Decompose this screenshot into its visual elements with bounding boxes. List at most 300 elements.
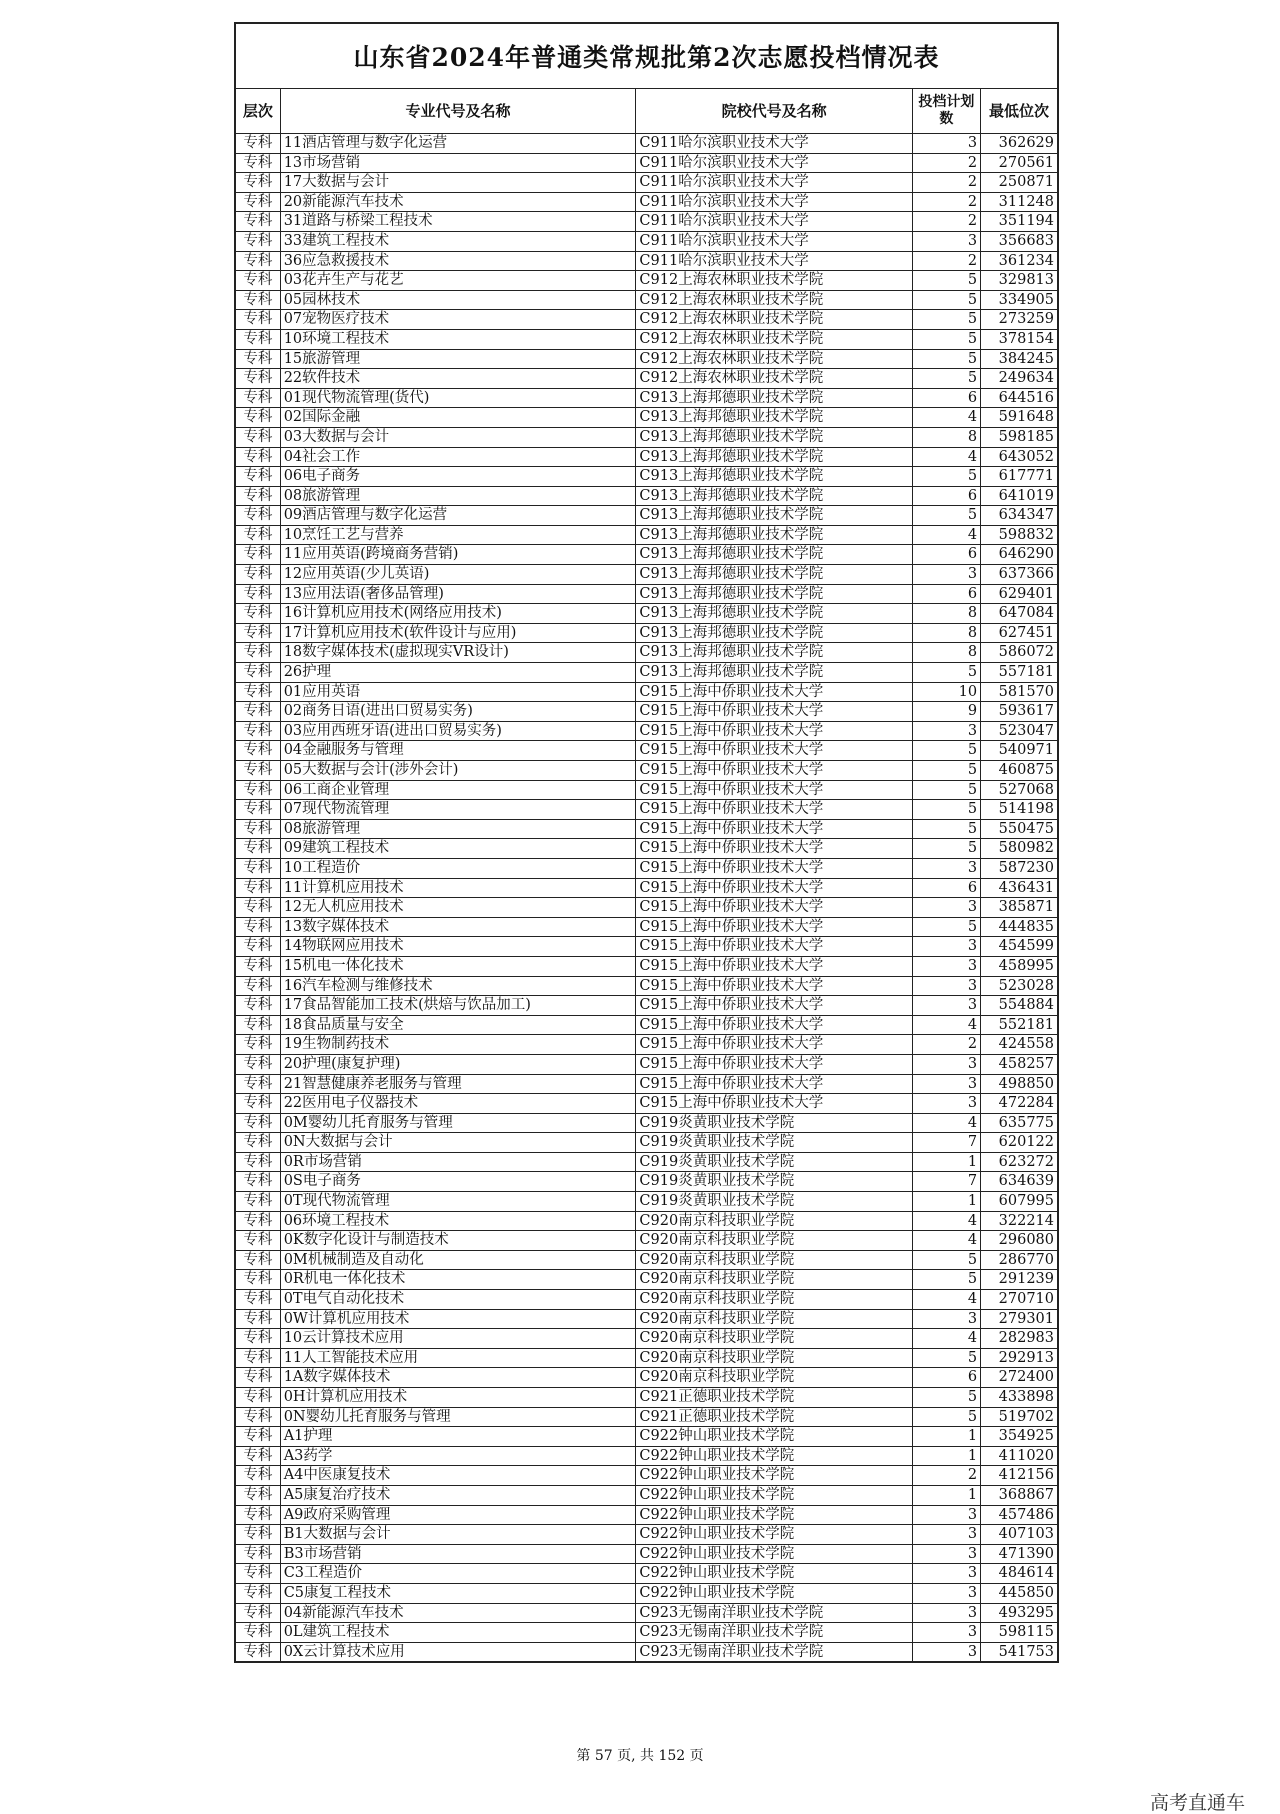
table-row — [236, 858, 1057, 878]
rank-cell: 356683 — [981, 231, 1057, 251]
school-cell: C915上海中侨职业技术大学 — [636, 996, 912, 1016]
table-row — [236, 153, 1057, 173]
plan-cell: 2 — [912, 173, 980, 193]
table-row — [236, 721, 1057, 741]
major-cell: 13应用法语(奢侈品管理) — [280, 584, 636, 604]
rank-cell: 270561 — [981, 153, 1057, 173]
major-cell: 0M婴幼儿托育服务与管理 — [280, 1113, 636, 1133]
level-cell: 专科 — [236, 1192, 280, 1212]
school-cell: C922钟山职业技术学院 — [636, 1427, 912, 1447]
rank-cell: 523028 — [981, 976, 1057, 996]
rank-cell: 523047 — [981, 721, 1057, 741]
major-cell: 07现代物流管理 — [280, 800, 636, 820]
major-cell: A3药学 — [280, 1446, 636, 1466]
rank-cell: 514198 — [981, 800, 1057, 820]
major-cell: C5康复工程技术 — [280, 1583, 636, 1603]
table-row — [236, 1192, 1057, 1212]
rank-cell: 472284 — [981, 1094, 1057, 1114]
level-cell: 专科 — [236, 1623, 280, 1643]
level-cell: 专科 — [236, 663, 280, 683]
school-cell: C922钟山职业技术学院 — [636, 1564, 912, 1584]
plan-cell: 3 — [912, 1074, 980, 1094]
table-row — [236, 584, 1057, 604]
rank-cell: 458257 — [981, 1054, 1057, 1074]
rank-cell: 593617 — [981, 702, 1057, 722]
table-row — [236, 565, 1057, 585]
school-cell: C921正德职业技术学院 — [636, 1388, 912, 1408]
school-cell: C920南京科技职业学院 — [636, 1231, 912, 1251]
plan-cell: 1 — [912, 1485, 980, 1505]
school-cell: C920南京科技职业学院 — [636, 1290, 912, 1310]
school-cell: C913上海邦德职业技术学院 — [636, 663, 912, 683]
page-footer: 第 57 页, 共 152 页 — [576, 1748, 704, 1764]
school-cell: C915上海中侨职业技术大学 — [636, 1054, 912, 1074]
major-cell: A1护理 — [280, 1427, 636, 1447]
level-cell: 专科 — [236, 408, 280, 428]
school-cell: C915上海中侨职业技术大学 — [636, 956, 912, 976]
rank-cell: 617771 — [981, 467, 1057, 487]
rank-cell: 279301 — [981, 1309, 1057, 1329]
school-cell: C920南京科技职业学院 — [636, 1250, 912, 1270]
school-cell: C915上海中侨职业技术大学 — [636, 917, 912, 937]
level-cell: 专科 — [236, 1466, 280, 1486]
level-cell: 专科 — [236, 623, 280, 643]
table-row — [236, 1015, 1057, 1035]
plan-cell: 7 — [912, 1172, 980, 1192]
level-cell: 专科 — [236, 858, 280, 878]
table-row — [236, 1485, 1057, 1505]
plan-cell: 1 — [912, 1192, 980, 1212]
plan-cell: 3 — [912, 1505, 980, 1525]
rank-cell: 407103 — [981, 1525, 1057, 1545]
rank-cell: 471390 — [981, 1544, 1057, 1564]
school-cell: C911哈尔滨职业技术大学 — [636, 173, 912, 193]
level-cell: 专科 — [236, 1270, 280, 1290]
major-cell: 11人工智能技术应用 — [280, 1348, 636, 1368]
major-cell: A5康复治疗技术 — [280, 1485, 636, 1505]
plan-cell: 1 — [912, 1427, 980, 1447]
table-row — [236, 1211, 1057, 1231]
school-cell: C915上海中侨职业技术大学 — [636, 858, 912, 878]
school-cell: C911哈尔滨职业技术大学 — [636, 192, 912, 212]
rank-cell: 361234 — [981, 251, 1057, 271]
plan-cell: 5 — [912, 271, 980, 291]
rank-cell: 554884 — [981, 996, 1057, 1016]
plan-cell: 3 — [912, 1525, 980, 1545]
level-cell: 专科 — [236, 1642, 280, 1661]
header-rank: 最低位次 — [981, 89, 1057, 134]
header-school: 院校代号及名称 — [636, 89, 912, 134]
plan-cell: 3 — [912, 1642, 980, 1661]
header-plan: 投档计划数 — [912, 89, 980, 134]
school-cell: C912上海农林职业技术学院 — [636, 271, 912, 291]
major-cell: 04新能源汽车技术 — [280, 1603, 636, 1623]
level-cell: 专科 — [236, 800, 280, 820]
plan-cell: 3 — [912, 1603, 980, 1623]
level-cell: 专科 — [236, 1583, 280, 1603]
plan-cell: 3 — [912, 937, 980, 957]
major-cell: 17计算机应用技术(软件设计与应用) — [280, 623, 636, 643]
table-row — [236, 663, 1057, 683]
school-cell: C919炎黄职业技术学院 — [636, 1133, 912, 1153]
rank-cell: 644516 — [981, 388, 1057, 408]
level-cell: 专科 — [236, 349, 280, 369]
level-cell: 专科 — [236, 212, 280, 232]
level-cell: 专科 — [236, 937, 280, 957]
level-cell: 专科 — [236, 388, 280, 408]
level-cell: 专科 — [236, 839, 280, 859]
sheet-title: 山东省2024年普通类常规批第2次志愿投档情况表 — [236, 24, 1057, 89]
level-cell: 专科 — [236, 682, 280, 702]
level-cell: 专科 — [236, 1368, 280, 1388]
level-cell: 专科 — [236, 310, 280, 330]
rank-cell: 436431 — [981, 878, 1057, 898]
major-cell: 11计算机应用技术 — [280, 878, 636, 898]
plan-cell: 4 — [912, 447, 980, 467]
table-row — [236, 1270, 1057, 1290]
major-cell: 04金融服务与管理 — [280, 741, 636, 761]
level-cell: 专科 — [236, 467, 280, 487]
table-row — [236, 819, 1057, 839]
school-cell: C915上海中侨职业技术大学 — [636, 976, 912, 996]
school-cell: C915上海中侨职业技术大学 — [636, 780, 912, 800]
plan-cell: 6 — [912, 878, 980, 898]
school-cell: C923无锡南洋职业技术学院 — [636, 1603, 912, 1623]
rank-cell: 424558 — [981, 1035, 1057, 1055]
level-cell: 专科 — [236, 643, 280, 663]
plan-cell: 6 — [912, 545, 980, 565]
table-row — [236, 1074, 1057, 1094]
table-row — [236, 1642, 1057, 1661]
major-cell: 1A数字媒体技术 — [280, 1368, 636, 1388]
table-row — [236, 173, 1057, 193]
school-cell: C913上海邦德职业技术学院 — [636, 388, 912, 408]
level-cell: 专科 — [236, 1505, 280, 1525]
rank-cell: 580982 — [981, 839, 1057, 859]
major-cell: 10烹饪工艺与营养 — [280, 525, 636, 545]
plan-cell: 4 — [912, 1211, 980, 1231]
major-cell: 14物联网应用技术 — [280, 937, 636, 957]
level-cell: 专科 — [236, 1446, 280, 1466]
plan-cell: 5 — [912, 1388, 980, 1408]
table-row — [236, 1368, 1057, 1388]
school-cell: C911哈尔滨职业技术大学 — [636, 153, 912, 173]
major-cell: 36应急救援技术 — [280, 251, 636, 271]
school-cell: C922钟山职业技术学院 — [636, 1446, 912, 1466]
rank-cell: 362629 — [981, 134, 1057, 154]
major-cell: 01应用英语 — [280, 682, 636, 702]
school-cell: C913上海邦德职业技术学院 — [636, 506, 912, 526]
level-cell: 专科 — [236, 1152, 280, 1172]
major-cell: 13数字媒体技术 — [280, 917, 636, 937]
table-row — [236, 427, 1057, 447]
major-cell: B1大数据与会计 — [280, 1525, 636, 1545]
school-cell: C922钟山职业技术学院 — [636, 1505, 912, 1525]
level-cell: 专科 — [236, 604, 280, 624]
major-cell: 0N大数据与会计 — [280, 1133, 636, 1153]
major-cell: 11酒店管理与数字化运营 — [280, 134, 636, 154]
plan-cell: 5 — [912, 663, 980, 683]
table-row — [236, 1329, 1057, 1349]
table-row — [236, 1035, 1057, 1055]
plan-cell: 3 — [912, 1544, 980, 1564]
plan-cell: 5 — [912, 349, 980, 369]
plan-cell: 4 — [912, 1113, 980, 1133]
level-cell: 专科 — [236, 898, 280, 918]
table-row — [236, 388, 1057, 408]
rank-cell: 598832 — [981, 525, 1057, 545]
table-row — [236, 1250, 1057, 1270]
table-row — [236, 780, 1057, 800]
table-row — [236, 525, 1057, 545]
school-cell: C911哈尔滨职业技术大学 — [636, 251, 912, 271]
level-cell: 专科 — [236, 819, 280, 839]
major-cell: 19生物制药技术 — [280, 1035, 636, 1055]
rank-cell: 385871 — [981, 898, 1057, 918]
table-header-row — [236, 89, 1057, 134]
school-cell: C912上海农林职业技术学院 — [636, 349, 912, 369]
rank-cell: 620122 — [981, 1133, 1057, 1153]
level-cell: 专科 — [236, 956, 280, 976]
rank-cell: 460875 — [981, 761, 1057, 781]
plan-cell: 3 — [912, 1623, 980, 1643]
table-row — [236, 1054, 1057, 1074]
plan-cell: 5 — [912, 506, 980, 526]
rank-cell: 586072 — [981, 643, 1057, 663]
major-cell: 31道路与桥梁工程技术 — [280, 212, 636, 232]
table-row — [236, 976, 1057, 996]
level-cell: 专科 — [236, 702, 280, 722]
admission-table — [236, 89, 1057, 1661]
level-cell: 专科 — [236, 1094, 280, 1114]
plan-cell: 5 — [912, 290, 980, 310]
major-cell: 15旅游管理 — [280, 349, 636, 369]
rank-cell: 270710 — [981, 1290, 1057, 1310]
school-cell: C920南京科技职业学院 — [636, 1211, 912, 1231]
level-cell: 专科 — [236, 369, 280, 389]
school-cell: C915上海中侨职业技术大学 — [636, 1015, 912, 1035]
major-cell: A9政府采购管理 — [280, 1505, 636, 1525]
major-cell: 10云计算技术应用 — [280, 1329, 636, 1349]
rank-cell: 412156 — [981, 1466, 1057, 1486]
table-row — [236, 682, 1057, 702]
major-cell: 05园林技术 — [280, 290, 636, 310]
school-cell: C915上海中侨职业技术大学 — [636, 761, 912, 781]
table-row — [236, 212, 1057, 232]
rank-cell: 458995 — [981, 956, 1057, 976]
plan-cell: 6 — [912, 1368, 980, 1388]
major-cell: 10工程造价 — [280, 858, 636, 878]
major-cell: 04社会工作 — [280, 447, 636, 467]
rank-cell: 540971 — [981, 741, 1057, 761]
plan-cell: 5 — [912, 1250, 980, 1270]
rank-cell: 598115 — [981, 1623, 1057, 1643]
plan-cell: 4 — [912, 408, 980, 428]
plan-cell: 3 — [912, 1583, 980, 1603]
major-cell: 07宠物医疗技术 — [280, 310, 636, 330]
school-cell: C912上海农林职业技术学院 — [636, 290, 912, 310]
table-row — [236, 623, 1057, 643]
plan-cell: 3 — [912, 231, 980, 251]
plan-cell: 5 — [912, 780, 980, 800]
level-cell: 专科 — [236, 545, 280, 565]
plan-cell: 2 — [912, 251, 980, 271]
school-cell: C922钟山职业技术学院 — [636, 1466, 912, 1486]
table-row — [236, 251, 1057, 271]
level-cell: 专科 — [236, 251, 280, 271]
table-row — [236, 1505, 1057, 1525]
level-cell: 专科 — [236, 1564, 280, 1584]
table-row — [236, 937, 1057, 957]
level-cell: 专科 — [236, 1544, 280, 1564]
plan-cell: 4 — [912, 1329, 980, 1349]
school-cell: C913上海邦德职业技术学院 — [636, 408, 912, 428]
school-cell: C915上海中侨职业技术大学 — [636, 741, 912, 761]
rank-cell: 351194 — [981, 212, 1057, 232]
major-cell: 26护理 — [280, 663, 636, 683]
plan-cell: 4 — [912, 1015, 980, 1035]
table-row — [236, 271, 1057, 291]
level-cell: 专科 — [236, 1388, 280, 1408]
school-cell: C913上海邦德职业技术学院 — [636, 604, 912, 624]
rank-cell: 623272 — [981, 1152, 1057, 1172]
rank-cell: 329813 — [981, 271, 1057, 291]
school-cell: C915上海中侨职业技术大学 — [636, 937, 912, 957]
level-cell: 专科 — [236, 1485, 280, 1505]
school-cell: C915上海中侨职业技术大学 — [636, 819, 912, 839]
plan-cell: 5 — [912, 819, 980, 839]
level-cell: 专科 — [236, 917, 280, 937]
plan-cell: 5 — [912, 467, 980, 487]
school-cell: C915上海中侨职业技术大学 — [636, 682, 912, 702]
major-cell: 02国际金融 — [280, 408, 636, 428]
school-cell: C920南京科技职业学院 — [636, 1329, 912, 1349]
school-cell: C915上海中侨职业技术大学 — [636, 1035, 912, 1055]
school-cell: C915上海中侨职业技术大学 — [636, 800, 912, 820]
table-row — [236, 506, 1057, 526]
level-cell: 专科 — [236, 271, 280, 291]
major-cell: 09建筑工程技术 — [280, 839, 636, 859]
rank-cell: 493295 — [981, 1603, 1057, 1623]
rank-cell: 550475 — [981, 819, 1057, 839]
major-cell: 11应用英语(跨境商务营销) — [280, 545, 636, 565]
level-cell: 专科 — [236, 192, 280, 212]
watermark-text: 高考直通车 — [1149, 1792, 1245, 1814]
table-row — [236, 1231, 1057, 1251]
plan-cell: 3 — [912, 1564, 980, 1584]
table-row — [236, 486, 1057, 506]
school-cell: C915上海中侨职业技术大学 — [636, 878, 912, 898]
school-cell: C913上海邦德职业技术学院 — [636, 447, 912, 467]
major-cell: 0T现代物流管理 — [280, 1192, 636, 1212]
major-cell: 0L建筑工程技术 — [280, 1623, 636, 1643]
plan-cell: 4 — [912, 525, 980, 545]
school-cell: C913上海邦德职业技术学院 — [636, 584, 912, 604]
plan-cell: 2 — [912, 212, 980, 232]
rank-cell: 411020 — [981, 1446, 1057, 1466]
major-cell: 09酒店管理与数字化运营 — [280, 506, 636, 526]
rank-cell: 634347 — [981, 506, 1057, 526]
level-cell: 专科 — [236, 996, 280, 1016]
rank-cell: 646290 — [981, 545, 1057, 565]
plan-cell: 3 — [912, 134, 980, 154]
rank-cell: 322214 — [981, 1211, 1057, 1231]
school-cell: C913上海邦德职业技术学院 — [636, 525, 912, 545]
major-cell: 12无人机应用技术 — [280, 898, 636, 918]
plan-cell: 5 — [912, 800, 980, 820]
plan-cell: 3 — [912, 721, 980, 741]
major-cell: 33建筑工程技术 — [280, 231, 636, 251]
rank-cell: 454599 — [981, 937, 1057, 957]
rank-cell: 519702 — [981, 1407, 1057, 1427]
level-cell: 专科 — [236, 1603, 280, 1623]
major-cell: 0R机电一体化技术 — [280, 1270, 636, 1290]
rank-cell: 629401 — [981, 584, 1057, 604]
table-row — [236, 290, 1057, 310]
major-cell: 0N婴幼儿托育服务与管理 — [280, 1407, 636, 1427]
major-cell: 10环境工程技术 — [280, 329, 636, 349]
table-row — [236, 1466, 1057, 1486]
table-row — [236, 1583, 1057, 1603]
level-cell: 专科 — [236, 486, 280, 506]
plan-cell: 3 — [912, 956, 980, 976]
rank-cell: 354925 — [981, 1427, 1057, 1447]
plan-cell: 3 — [912, 858, 980, 878]
school-cell: C912上海农林职业技术学院 — [636, 329, 912, 349]
rank-cell: 282983 — [981, 1329, 1057, 1349]
plan-cell: 6 — [912, 388, 980, 408]
rank-cell: 334905 — [981, 290, 1057, 310]
plan-cell: 1 — [912, 1152, 980, 1172]
school-cell: C920南京科技职业学院 — [636, 1368, 912, 1388]
school-cell: C913上海邦德职业技术学院 — [636, 623, 912, 643]
school-cell: C922钟山职业技术学院 — [636, 1583, 912, 1603]
level-cell: 专科 — [236, 1015, 280, 1035]
level-cell: 专科 — [236, 1133, 280, 1153]
level-cell: 专科 — [236, 761, 280, 781]
rank-cell: 444835 — [981, 917, 1057, 937]
rank-cell: 296080 — [981, 1231, 1057, 1251]
rank-cell: 498850 — [981, 1074, 1057, 1094]
school-cell: C911哈尔滨职业技术大学 — [636, 212, 912, 232]
school-cell: C913上海邦德职业技术学院 — [636, 565, 912, 585]
rank-cell: 647084 — [981, 604, 1057, 624]
plan-cell: 5 — [912, 741, 980, 761]
rank-cell: 541753 — [981, 1642, 1057, 1661]
table-row — [236, 1309, 1057, 1329]
level-cell: 专科 — [236, 1250, 280, 1270]
level-cell: 专科 — [236, 1290, 280, 1310]
school-cell: C919炎黄职业技术学院 — [636, 1152, 912, 1172]
level-cell: 专科 — [236, 506, 280, 526]
rank-cell: 286770 — [981, 1250, 1057, 1270]
table-row — [236, 1348, 1057, 1368]
major-cell: 06环境工程技术 — [280, 1211, 636, 1231]
plan-cell: 3 — [912, 1054, 980, 1074]
school-cell: C915上海中侨职业技术大学 — [636, 702, 912, 722]
table-row — [236, 467, 1057, 487]
level-cell: 专科 — [236, 1054, 280, 1074]
plan-cell: 6 — [912, 486, 980, 506]
rank-cell: 250871 — [981, 173, 1057, 193]
table-row — [236, 1544, 1057, 1564]
major-cell: 03大数据与会计 — [280, 427, 636, 447]
major-cell: B3市场营销 — [280, 1544, 636, 1564]
major-cell: 03花卉生产与花艺 — [280, 271, 636, 291]
table-row — [236, 839, 1057, 859]
major-cell: 08旅游管理 — [280, 486, 636, 506]
level-cell: 专科 — [236, 1113, 280, 1133]
